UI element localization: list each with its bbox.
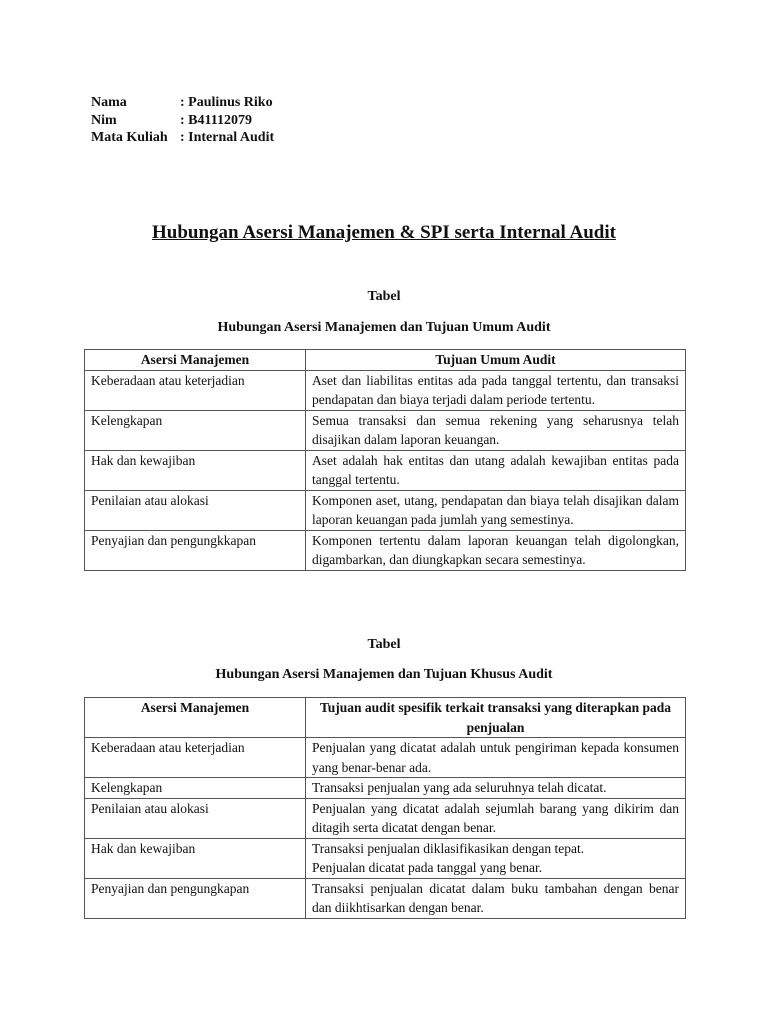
assertion-cell: Penilaian atau alokasi [85, 798, 306, 838]
table-row [85, 410, 686, 450]
assertion-cell: Penilaian atau alokasi [85, 490, 306, 530]
table2-label: Tabel [367, 637, 401, 652]
objective-cell: Aset dan liabilitas entitas ada pada tanggal tertentu, dan transaksi pendapatan dan biaya terjadi dalam periode tertentu. [306, 370, 686, 410]
info-label: Nama [91, 95, 127, 110]
objective-line: Transaksi penjualan dicatat dalam buku tambahan dengan benar dan diikhtisarkan dengan benar. [312, 880, 679, 915]
assertion-cell: Keberadaan atau keterjadian [85, 738, 306, 778]
table-header-row [85, 698, 686, 738]
column-header: Asersi Manajemen [85, 350, 306, 371]
document-title: Hubungan Asersi Manajemen & SPI serta Internal Audit [152, 222, 616, 243]
objective-line: Penjualan yang dicatat adalah untuk pengiriman kepada konsumen yang benar-benar ada. [312, 740, 679, 775]
objective-cell: Aset adalah hak entitas dan utang adalah kewajiban entitas pada tanggal tertentu. [306, 450, 686, 490]
info-row-course [91, 129, 274, 147]
assertion-cell: Hak dan kewajiban [85, 450, 306, 490]
info-value: : B41112079 [180, 112, 252, 128]
objective-line: Transaksi penjualan yang ada seluruhnya telah dicatat. [312, 780, 607, 795]
objective-cell: Komponen aset, utang, pendapatan dan biaya telah disajikan dalam laporan keuangan pada jumlah yang semestinya. [306, 490, 686, 530]
assertion-cell: Kelengkapan [85, 778, 306, 799]
info-row-nim [91, 112, 274, 130]
table-row [85, 778, 686, 799]
table-row [85, 370, 686, 410]
column-header: Tujuan Umum Audit [306, 350, 686, 371]
assertion-cell: Kelengkapan [85, 410, 306, 450]
objective-cell [306, 738, 686, 778]
table-row [85, 878, 686, 918]
objective-cell: Semua transaksi dan semua rekening yang seharusnya telah disajikan dalam laporan keuangan. [306, 410, 686, 450]
assertion-cell: Hak dan kewajiban [85, 838, 306, 878]
objective-line: Penjualan dicatat pada tanggal yang benar. [312, 860, 543, 875]
assertion-cell: Penyajian dan pengungkapan [85, 878, 306, 918]
objective-cell [306, 778, 686, 799]
table1-title: Hubungan Asersi Manajemen dan Tujuan Umum Audit [217, 320, 551, 335]
info-value: : Internal Audit [180, 130, 275, 145]
table2-title: Hubungan Asersi Manajemen dan Tujuan Khusus Audit [215, 667, 553, 682]
table-specific-objectives [84, 697, 686, 919]
objective-cell: Komponen tertentu dalam laporan keuangan telah digolongkan, digambarkan, dan diungkapkan secara semestinya. [306, 530, 686, 570]
objective-line: Penjualan yang dicatat adalah sejumlah barang yang dikirim dan ditagih serta dicatat dengan benar. [312, 800, 679, 835]
info-row-name [91, 94, 274, 112]
assertion-cell: Penyajian dan pengungkkapan [85, 530, 306, 570]
table-row [85, 798, 686, 838]
objective-cell [306, 878, 686, 918]
assertion-cell: Keberadaan atau keterjadian [85, 370, 306, 410]
table-general-objectives [84, 349, 686, 571]
student-info [91, 94, 274, 147]
table-row [85, 530, 686, 570]
objective-cell [306, 798, 686, 838]
info-label: Nim [91, 112, 117, 128]
column-header: Tujuan audit spesifik terkait transaksi yang diterapkan pada penjualan [306, 698, 686, 738]
table-row [85, 450, 686, 490]
table1-label: Tabel [367, 289, 401, 304]
objective-cell [306, 838, 686, 878]
objective-line: Transaksi penjualan diklasifikasikan dengan tepat. [312, 840, 585, 856]
info-value: : Paulinus Riko [180, 95, 273, 110]
table-row [85, 838, 686, 878]
column-header: Asersi Manajemen [85, 698, 306, 738]
table-row [85, 738, 686, 778]
table-header-row [85, 350, 686, 371]
table-row [85, 490, 686, 530]
info-label: Mata Kuliah [91, 130, 168, 145]
